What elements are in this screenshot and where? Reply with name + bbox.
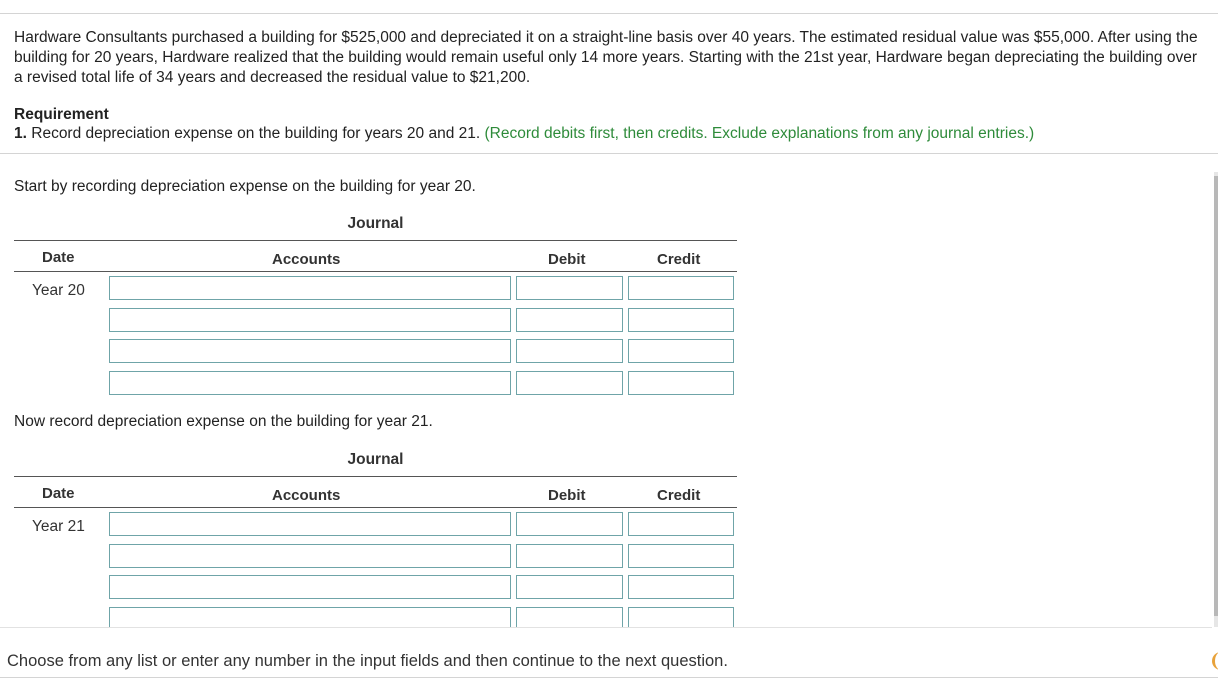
journal-top-rule xyxy=(14,240,737,241)
journal-header-rule xyxy=(14,271,737,272)
requirement-line xyxy=(14,125,1034,143)
scroll-area-bottom-edge xyxy=(0,627,1212,628)
part1-instruction: Start by recording depreciation expense on the building for year 20. xyxy=(14,178,476,195)
account-input[interactable] xyxy=(109,544,511,568)
credit-input[interactable] xyxy=(628,308,734,332)
section-divider xyxy=(0,153,1218,154)
part2-instruction: Now record depreciation expense on the building for year 21. xyxy=(14,413,433,430)
account-input[interactable] xyxy=(109,276,511,300)
journal-title: Journal xyxy=(347,451,404,468)
column-header-debit: Debit xyxy=(548,251,586,268)
bottom-divider xyxy=(0,677,1218,678)
account-input[interactable] xyxy=(109,339,511,363)
credit-input[interactable] xyxy=(628,575,734,599)
credit-input[interactable] xyxy=(628,512,734,536)
debit-input[interactable] xyxy=(516,276,623,300)
column-header-credit: Credit xyxy=(657,251,701,268)
column-header-debit: Debit xyxy=(548,487,586,504)
column-header-date: Date xyxy=(42,485,75,502)
problem-statement: Hardware Consultants purchased a building for $525,000 and depreciated it on a straight-line basis over 40 years. The estimated residual value was $55,000. After using the building for 20 years, Hardware realized that the building would remain useful only 14 more years. Starting with the 21st year, Hardware began depreciating the building over a revised total life of 34 years and decreased the residual value to $21,200. xyxy=(14,29,1198,86)
credit-input[interactable] xyxy=(628,339,734,363)
credit-input[interactable] xyxy=(628,371,734,395)
scrollbar-thumb[interactable] xyxy=(1214,176,1218,616)
footer-instruction: Choose from any list or enter any number in the input fields and then continue to the next question. xyxy=(7,652,728,670)
credit-input[interactable] xyxy=(628,276,734,300)
debit-input[interactable] xyxy=(516,512,623,536)
journal-title: Journal xyxy=(347,215,404,232)
account-input[interactable] xyxy=(109,575,511,599)
requirement-number: 1. xyxy=(14,125,27,142)
debit-input[interactable] xyxy=(516,308,623,332)
debit-input[interactable] xyxy=(516,339,623,363)
requirement-title: Requirement xyxy=(14,106,109,123)
top-divider xyxy=(0,13,1218,14)
journal-top-rule xyxy=(14,476,737,477)
credit-input[interactable] xyxy=(628,544,734,568)
requirement-hint: (Record debits first, then credits. Exclude explanations from any journal entries.) xyxy=(484,125,1035,142)
entry-date: Year 21 xyxy=(32,518,85,535)
column-header-date: Date xyxy=(42,249,75,266)
column-header-credit: Credit xyxy=(657,487,701,504)
account-input[interactable] xyxy=(109,308,511,332)
column-header-accounts: Accounts xyxy=(272,251,341,268)
account-input[interactable] xyxy=(109,512,511,536)
debit-input[interactable] xyxy=(516,371,623,395)
column-header-accounts: Accounts xyxy=(272,487,341,504)
journal-header-rule xyxy=(14,507,737,508)
debit-input[interactable] xyxy=(516,575,623,599)
debit-input[interactable] xyxy=(516,544,623,568)
requirement-text: Record depreciation expense on the building for years 20 and 21. xyxy=(31,125,481,142)
account-input[interactable] xyxy=(109,371,511,395)
entry-date: Year 20 xyxy=(32,282,85,299)
